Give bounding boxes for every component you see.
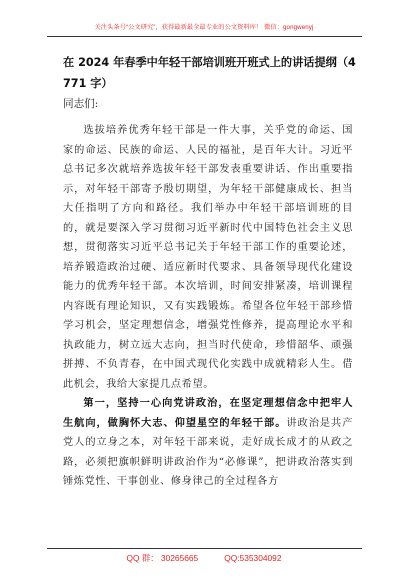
footer-qq: QQ:535304092 [224,553,282,563]
header-banner: 关注头条号“公文研究”，获得最新最全最专业的公文资料库！ 微信：gongwenyj [94,24,314,31]
footer [0,552,408,564]
section-text: 讲政治是共产党人的立身之本，对年轻干部来说，走好成长成才的从政之路，必须把旗帜鲜明讲政治作为“必修课”，把讲政治落实到锤炼党性、干事创业、修身律己的全过程各方 [63,417,354,487]
section-heading: 第一，坚持一心向党讲政治，在坚定理想信念中把牢人生航向，做胸怀大志、仰望星空的年轻干部。 [63,398,353,429]
document-body [63,121,353,492]
paragraph-section-1 [63,394,353,492]
header-divider [47,36,362,37]
salutation: 同志们: [63,98,99,110]
footer-divider [47,548,362,549]
paragraph-intro: 选拔培养优秀年轻干部是一件大事，关乎党的命运、国家的命运、民族的命运、人民的福祉，是百年大计。习近平总书记多次就培养选拔年轻干部发表重要讲话、作出重要指示，对年轻干部寄予殷切期望，为年轻干部健康成长、担当大任指明了方向和路径。我们举办中年轻干部培训班的目的，就是要深入学习贯彻习近平新时代中国特色社会主义思想，贯彻落实习近平总书记关于年轻干部工作的重要论述，培养锻造政治过硬、适应新时代要求、具备领导现代化建设能力的优秀年轻干部。本次培训，时间安排紧凑，培训课程内容既有理论知识，又有实践锻炼。希望各位年轻干部珍惜学习机会，坚定理想信念，增强党性修养，提高理论水平和执政能力，树立远大志向，担当时代使命，珍惜韶华、顽强拼搏、不负青春，在中国式现代化实践中成就精彩人生。借此机会，我给大家提几点希望。 [63,125,353,390]
document-title: 在 2024 年春季中年轻干部培训班开班式上的讲话提纲（4771 字） [63,56,356,90]
footer-qq-group: QQ 群： 30265665 [126,553,199,563]
